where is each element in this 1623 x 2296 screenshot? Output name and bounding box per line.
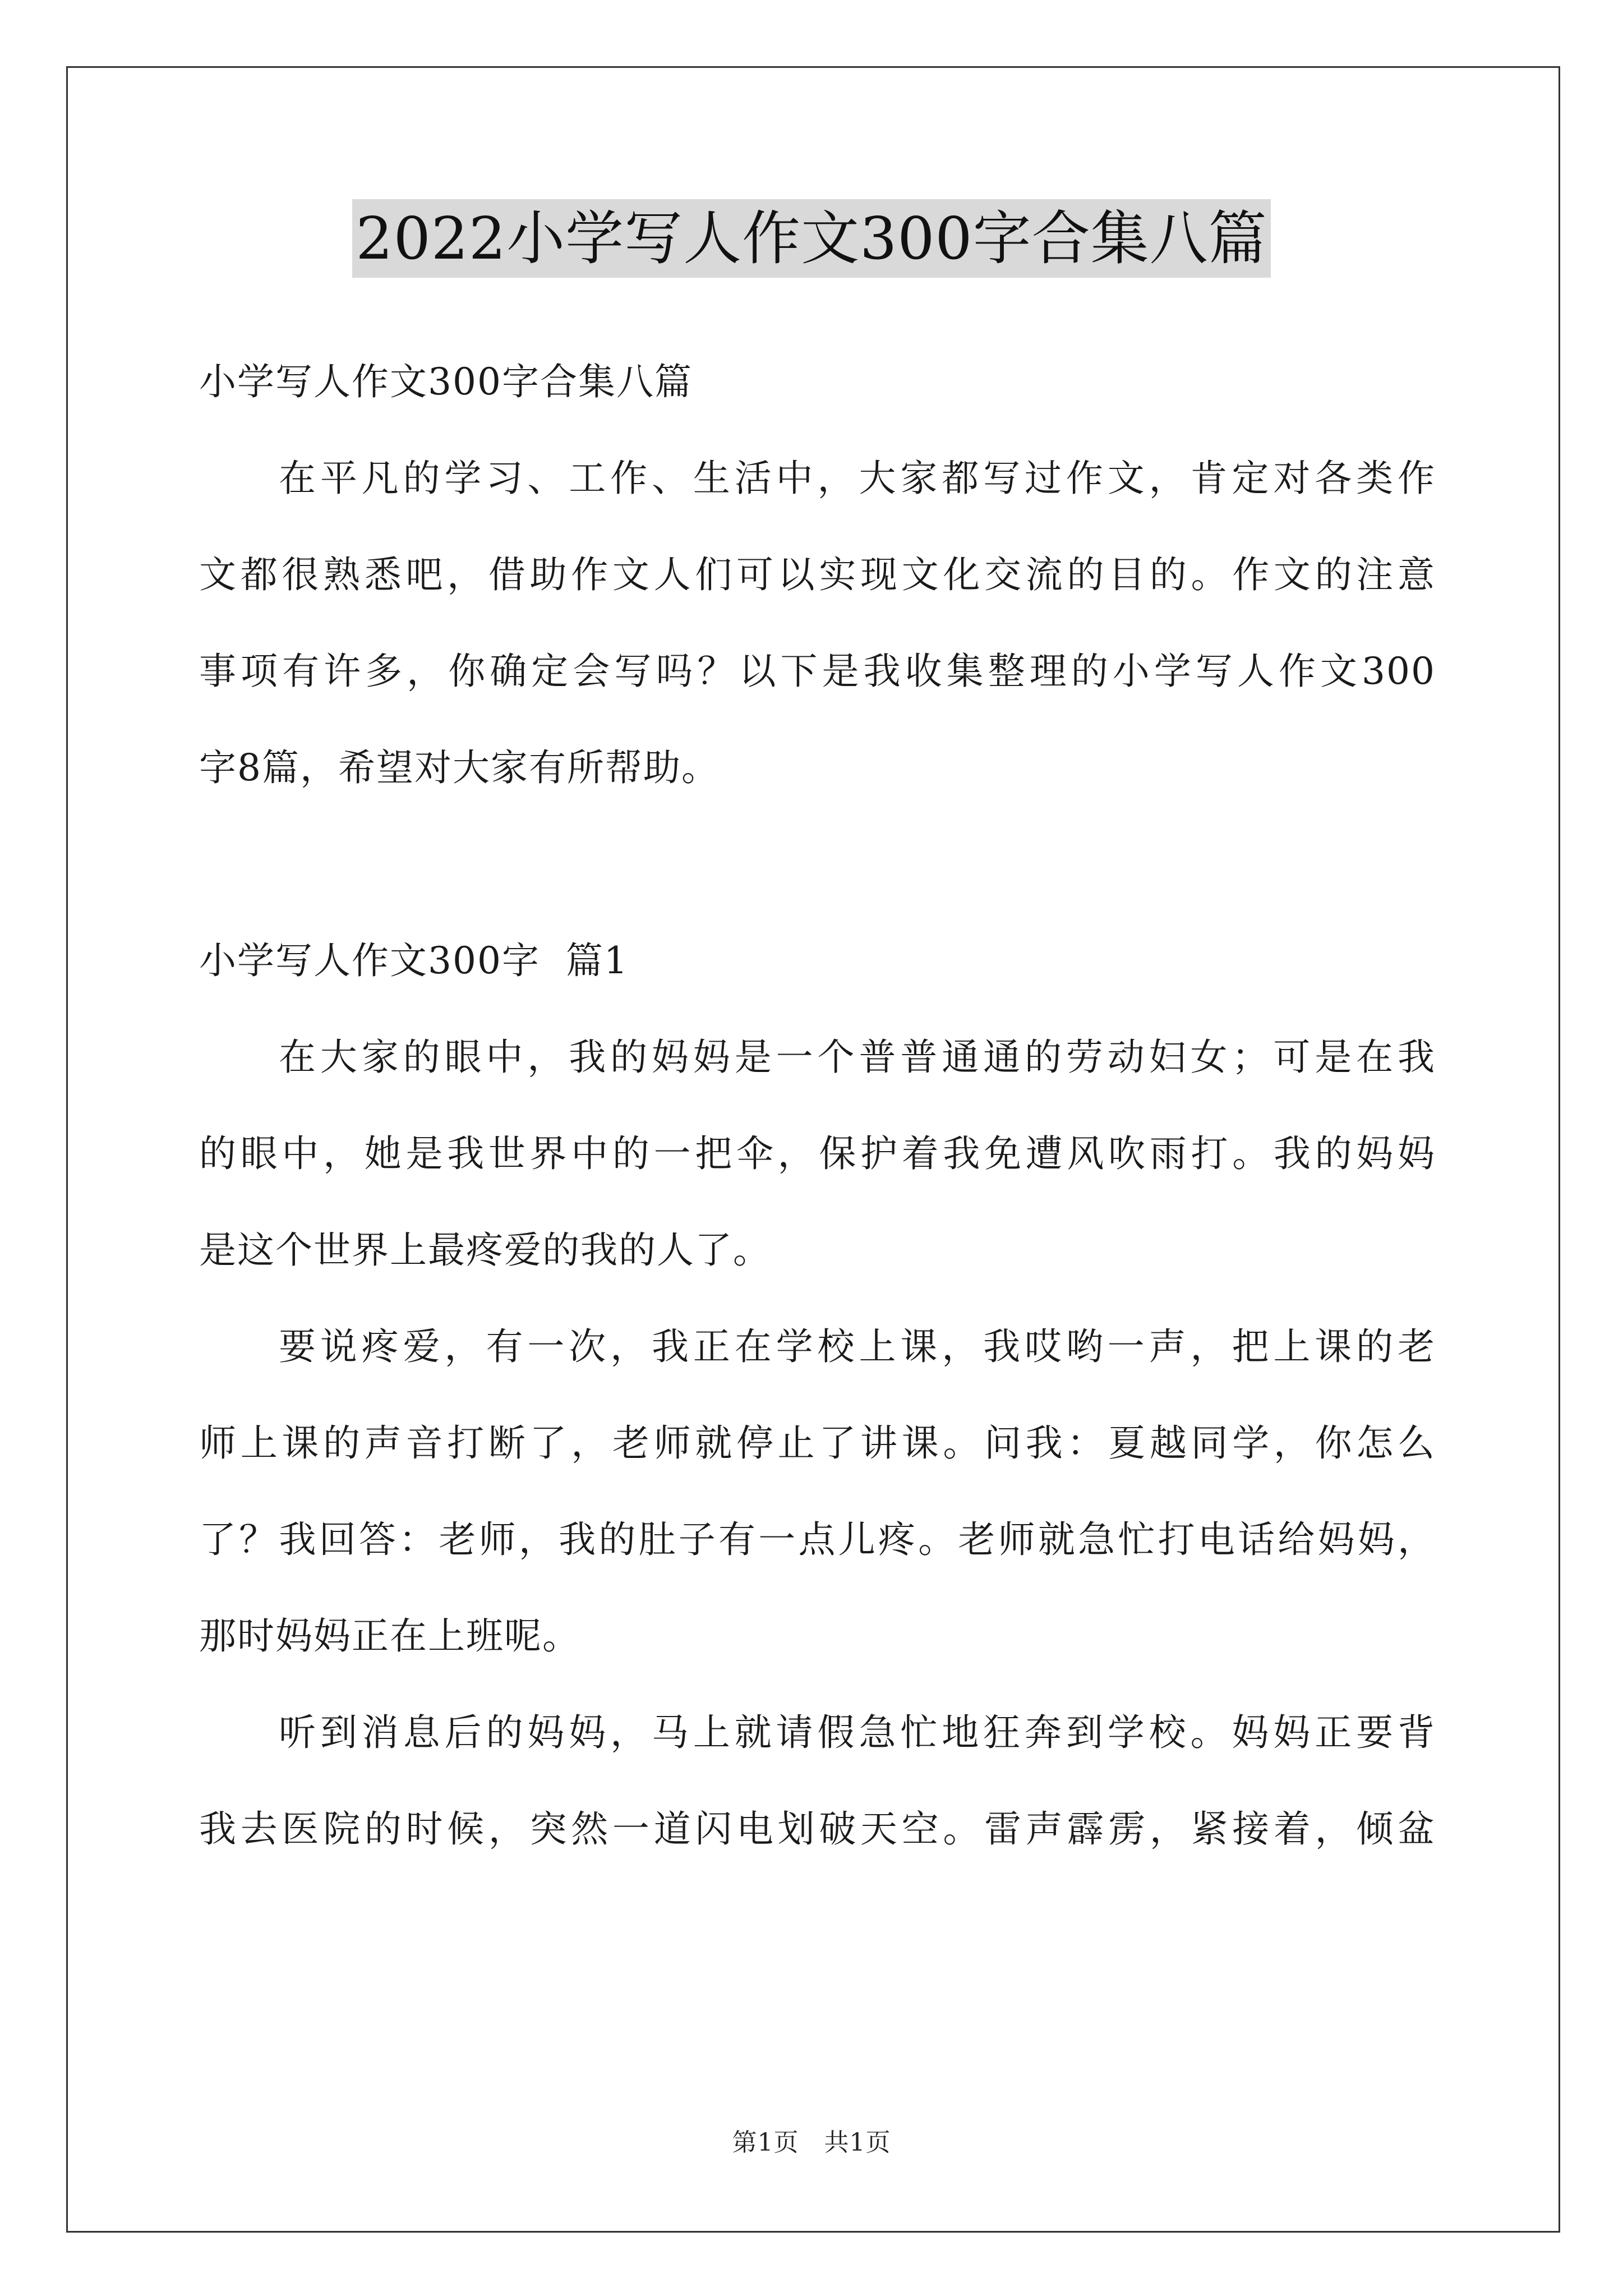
text-line: 文都很熟悉吧，借助作文人们可以实现文化交流的目的。作文的注意 [199,553,1436,596]
section-heading: 小学写人作文300字 篇1 [199,939,629,982]
text-line: 的眼中，她是我世界中的一把伞，保护着我免遭风吹雨打。我的妈妈 [199,1132,1436,1175]
text-line: 字8篇，希望对大家有所帮助。 [199,746,720,789]
text-line: 要说疼爱，有一次，我正在学校上课，我哎哟一声，把上课的老 [279,1325,1436,1368]
title-wrap [0,199,1623,278]
text-line: 在大家的眼中，我的妈妈是一个普普通通的劳动妇女；可是在我 [279,1036,1436,1079]
document-title: 2022小学写人作文300字合集八篇 [352,199,1270,278]
text-line: 了？我回答：老师，我的肚子有一点儿疼。老师就急忙打电话给妈妈， [199,1518,1436,1561]
page-number: 第1页 共1页 [732,2128,891,2157]
text-line: 我去医院的时候，突然一道闪电划破天空。雷声霹雳，紧接着，倾盆 [199,1807,1436,1851]
subtitle-line: 小学写人作文300字合集八篇 [199,360,693,403]
text-line: 在平凡的学习、工作、生活中，大家都写过作文，肯定对各类作 [279,457,1436,500]
blank-line [199,816,1436,913]
document-body [199,334,1436,1878]
page-footer [0,2126,1623,2160]
text-line: 事项有许多，你确定会写吗？以下是我收集整理的小学写人作文300 [199,650,1436,693]
text-line: 听到消息后的妈妈，马上就请假急忙地狂奔到学校。妈妈正要背 [279,1711,1436,1754]
text-line: 那时妈妈正在上班呢。 [199,1614,580,1658]
text-line: 是这个世界上最疼爱的我的人了。 [199,1228,771,1272]
text-line: 师上课的声音打断了，老师就停止了讲课。问我：夏越同学，你怎么 [199,1421,1436,1465]
